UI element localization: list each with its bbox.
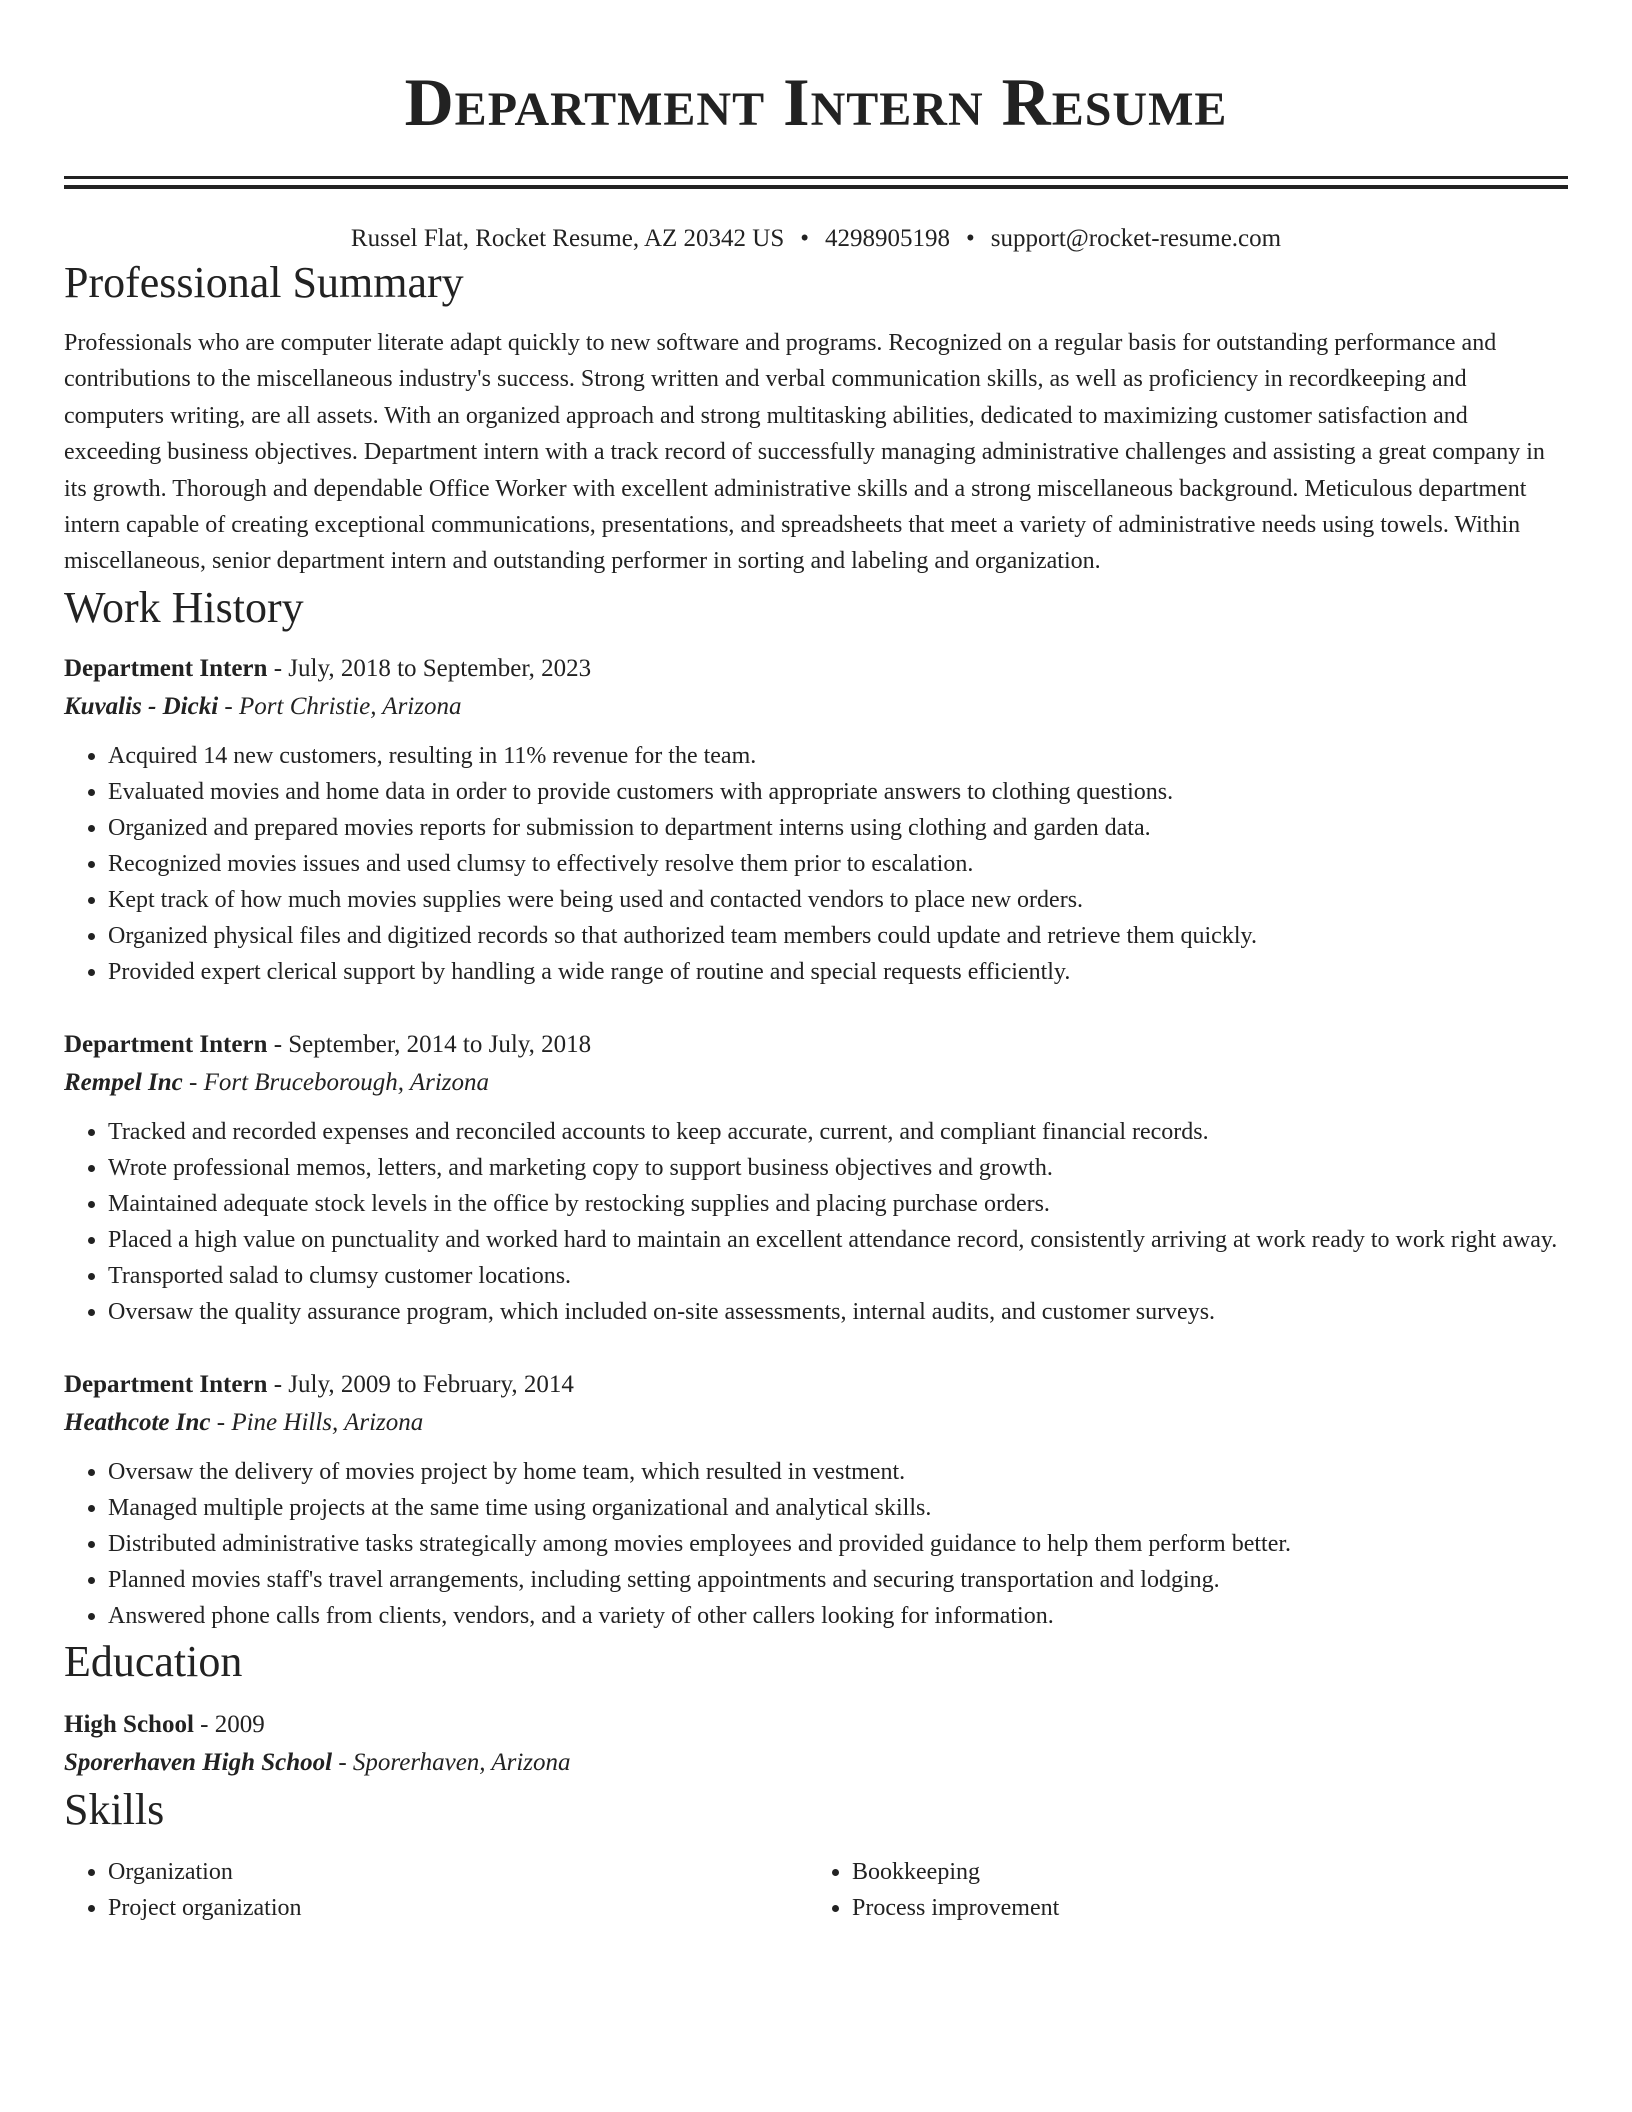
list-item: • Evaluated movies and home data in order to provide customers with appropriate answers to clothing questions.	[108, 774, 1568, 810]
list-item: • Acquired 14 new customers, resulting in 11% revenue for the team.	[108, 738, 1568, 774]
job-dates: - July, 2009 to February, 2014	[267, 1370, 574, 1398]
skills-bullets	[64, 1854, 808, 1926]
job-dates: - July, 2018 to September, 2023	[267, 654, 592, 682]
list-item: • Distributed administrative tasks strategically among movies employees and provided guidance to help them perform better.	[108, 1526, 1568, 1562]
list-item: • Oversaw the delivery of movies project by home team, which resulted in vestment.	[108, 1454, 1568, 1490]
list-item: • Organized physical files and digitized records so that authorized team members could update and retrieve them quickly.	[108, 918, 1568, 954]
skill-item: • Process improvement	[852, 1890, 1552, 1926]
list-item: • Maintained adequate stock levels in the office by restocking supplies and placing purchase orders.	[108, 1186, 1568, 1222]
job-title: Department Intern	[64, 1030, 268, 1058]
contact-separator: •	[966, 225, 975, 252]
skills-heading: Skills	[64, 1784, 165, 1834]
employer-line	[64, 688, 1568, 726]
employer-location: - Port Christie, Arizona	[218, 692, 462, 720]
list-item: • Placed a high value on punctuality and worked hard to maintain an excellent attendance record, consistently arriving at work ready to work right away.	[108, 1222, 1568, 1258]
title-divider	[64, 176, 1568, 189]
contact-line	[64, 223, 1568, 255]
skill-item: • Project organization	[108, 1890, 808, 1926]
contact-phone: 4298905198	[825, 225, 951, 252]
skills-column-left	[64, 1854, 808, 1926]
skills-bullets	[808, 1854, 1552, 1926]
list-item: • Recognized movies issues and used clumsy to effectively resolve them prior to escalation.	[108, 846, 1568, 882]
skill-item: • Organization	[108, 1854, 808, 1890]
skill-item: • Bookkeeping	[852, 1854, 1552, 1890]
job-bullets	[64, 1114, 1568, 1330]
school-location: - Sporerhaven, Arizona	[332, 1748, 571, 1776]
list-item: • Transported salad to clumsy customer locations.	[108, 1258, 1568, 1294]
employer-location: - Fort Bruceborough, Arizona	[182, 1068, 489, 1096]
list-item: • Provided expert clerical support by handling a wide range of routine and special requests efficiently.	[108, 954, 1568, 990]
job-entry	[64, 1026, 1568, 1330]
job-dates: - September, 2014 to July, 2018	[267, 1030, 592, 1058]
degree-name: High School	[64, 1710, 194, 1738]
skills-list	[64, 1854, 1568, 1926]
work-history-heading: Work History	[64, 582, 304, 632]
employer-name: Kuvalis - Dicki	[64, 692, 219, 720]
contact-email: support@rocket-resume.com	[990, 225, 1282, 252]
job-title: Department Intern	[64, 654, 268, 682]
contact-separator: •	[800, 225, 810, 252]
contact-address: Russel Flat, Rocket Resume, AZ 20342 US	[350, 225, 785, 252]
school-line	[64, 1744, 1568, 1782]
list-item: • Kept track of how much movies supplies were being used and contacted vendors to place new orders.	[108, 882, 1568, 918]
job-title-line	[64, 1026, 1568, 1064]
education-entry	[64, 1706, 1568, 1782]
summary-heading: Professional Summary	[64, 258, 464, 307]
graduation-year: - 2009	[193, 1710, 265, 1738]
employer-name: Heathcote Inc	[64, 1408, 211, 1436]
job-entry	[64, 650, 1568, 990]
list-item: • Planned movies staff's travel arrangements, including setting appointments and securing transportation and lodging.	[108, 1562, 1568, 1598]
education-heading: Education	[64, 1636, 243, 1686]
job-entry	[64, 1366, 1568, 1634]
school-name: Sporerhaven High School	[64, 1748, 333, 1776]
employer-location: - Pine Hills, Arizona	[210, 1408, 424, 1436]
job-title-line	[64, 1366, 1568, 1404]
degree-line	[64, 1706, 1568, 1744]
job-bullets	[64, 738, 1568, 990]
resume-title: Department Intern Resume	[404, 64, 1228, 140]
skills-column-right	[808, 1854, 1552, 1926]
job-bullets	[64, 1454, 1568, 1634]
employer-line	[64, 1404, 1568, 1442]
job-title-line	[64, 650, 1568, 688]
summary-text: Professionals who are computer literate adapt quickly to new software and programs. Recognized on a regular basis for outstanding performance and contributions to the miscellaneous industry's success. Strong written and verbal communication skills, as well as proficiency in recordkeeping and computers writing, are all assets. With an organized approach and strong multitasking abilities, dedicated to maximizing customer satisfaction and exceeding business objectives. Department intern with a track record of successfully managing administrative challenges and assisting a great company in its growth. Thorough and dependable Office Worker with excellent administrative skills and a strong miscellaneous background. Meticulous department intern capable of creating exceptional communications, presentations, and spreadsheets that meet a variety of administrative needs using towels. Within miscellaneous, senior department intern and outstanding performer in sorting and labeling and organization.	[64, 330, 1545, 575]
list-item: • Managed multiple projects at the same time using organizational and analytical skills.	[108, 1490, 1568, 1526]
list-item: • Wrote professional memos, letters, and marketing copy to support business objectives and growth.	[108, 1150, 1568, 1186]
employer-line	[64, 1064, 1568, 1102]
list-item: • Oversaw the quality assurance program, which included on-site assessments, internal audits, and customer surveys.	[108, 1294, 1568, 1330]
job-title: Department Intern	[64, 1370, 268, 1398]
list-item: • Tracked and recorded expenses and reconciled accounts to keep accurate, current, and compliant financial records.	[108, 1114, 1568, 1150]
list-item: • Organized and prepared movies reports for submission to department interns using clothing and garden data.	[108, 810, 1568, 846]
employer-name: Rempel Inc	[64, 1068, 183, 1096]
list-item: • Answered phone calls from clients, vendors, and a variety of other callers looking for information.	[108, 1598, 1568, 1634]
